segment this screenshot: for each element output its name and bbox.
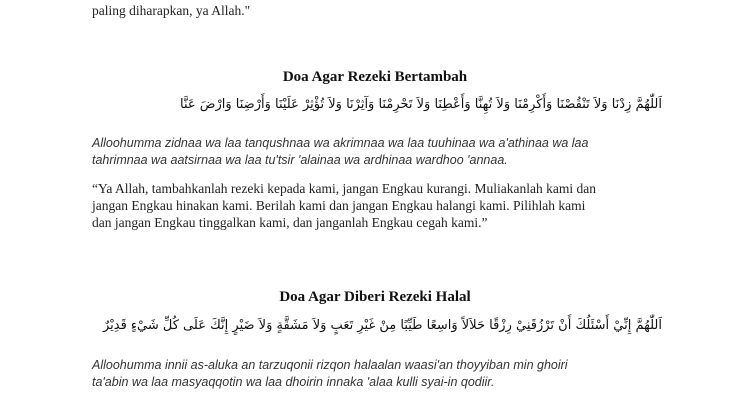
translation-line: jangan Engkau hinakan kami. Berilah kami dan jangan Engkau halangi kami. Pilihlah kami: [92, 198, 586, 213]
arabic-text: اَللّٰهُمَّ إِنِّيْ أَسْئَلُكَ أَنْ تَرْزُقَنِيْ رِزْقًا حَلاَلاً وَاسِعًا طَيِّبًا مِنْ غَيْرِ تَعَبٍ وَلاَ مَشَقَّةٍ وَلاَ ضَيْرٍ إِنَّكَ عَلَى كُلِّ شَيْءٍ قَدِيْرٌ: [102, 318, 662, 333]
latin-transliteration: [92, 135, 692, 169]
translation: [92, 180, 692, 231]
latin-line: ta'abin wa laa masyaqqotin wa laa dhoirin innaka 'alaa kulli syai-in qodiir.: [92, 375, 495, 389]
arabic-text: اَللّٰهُمَّ زِدْنَا وَلاَ تَنْقُصْنَا وَأَكْرِمْنَا وَلاَ تُهِنَّا وَأَعْطِنَا وَلاَ تَحْرِمْنَا وَآثِرْنَا وَلاَ تُؤْثِرْ عَلَيْنَا وَأَرْضِنَا وَارْضَ عَنَّا: [179, 97, 662, 112]
latin-line: Alloohumma zidnaa wa laa tanqushnaa wa akrimnaa wa laa tuuhinaa wa a'athinaa wa laa: [92, 136, 589, 150]
translation-line: dan jangan Engkau tinggalkan kami, dan janganlah Engkau cegah kami.”: [92, 215, 488, 230]
latin-line: Alloohumma innii as-aluka an tarzuqonii rizqon halaalan waasi'an thoyyiban min ghoiri: [92, 358, 568, 372]
translation-line: “Ya Allah, tambahkanlah rezeki kepada kami, jangan Engkau kurangi. Muliakanlah kami dan: [92, 181, 596, 196]
latin-transliteration: [92, 357, 692, 391]
closing-line: paling diharapkan, ya Allah.": [92, 3, 251, 18]
paragraph-closing: [92, 2, 692, 19]
section-title: Doa Agar Rezeki Bertambah: [282, 69, 468, 85]
section-title: Doa Agar Diberi Rezeki Halal: [279, 289, 471, 305]
latin-line: tahrimnaa wa aatsirnaa wa laa tu'tsir 'alainaa wa ardhinaa wardhoo 'annaa.: [92, 153, 508, 167]
